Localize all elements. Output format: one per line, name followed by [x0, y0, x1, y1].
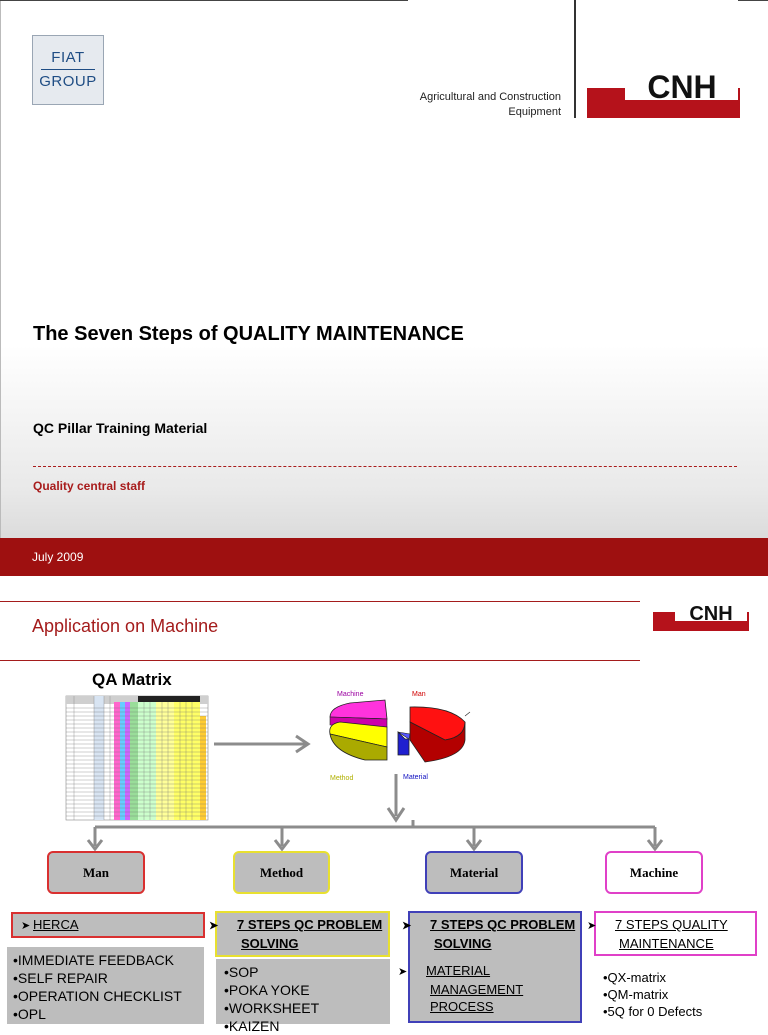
category-machine: Machine	[605, 851, 703, 894]
machine-item-list	[600, 967, 760, 1020]
method-header-box	[209, 911, 390, 957]
list-item: •SOP	[224, 964, 259, 980]
tagline-line-2: Equipment	[508, 106, 561, 118]
logo-divider	[41, 69, 95, 70]
staff-label: Quality central staff	[33, 479, 146, 493]
qa-matrix-thumbnail	[66, 696, 208, 820]
category-method: Method	[233, 851, 330, 894]
material-process-link[interactable]: MATERIAL MANAGEMENT PROCESS	[426, 963, 524, 1014]
logo-text-fiat: FIAT	[51, 49, 85, 66]
method-item-list	[216, 959, 390, 1034]
man-header-box	[11, 912, 205, 938]
list-item: •OPL	[13, 1006, 46, 1022]
list-item: •5Q for 0 Defects	[603, 1004, 703, 1019]
list-item: •WORKSHEET	[224, 1000, 320, 1016]
pie-label-man: Man	[412, 691, 426, 698]
method-header-link[interactable]: 7 STEPS QC PROBLEM SOLVING	[237, 917, 383, 951]
tagline-line-1: Agricultural and Construction	[419, 91, 561, 103]
footer-bar	[0, 538, 768, 576]
pie-label-method: Method	[330, 775, 354, 782]
header-divider	[574, 0, 576, 118]
application-slide	[0, 576, 768, 1034]
category-man: Man	[47, 851, 145, 894]
cnh-small-text: CNH	[689, 603, 733, 625]
machine-header-link[interactable]: 7 STEPS QUALITY MAINTENANCE	[615, 917, 728, 951]
pie-chart-3d	[325, 682, 475, 782]
pie-label-material: Material	[403, 774, 428, 781]
slide-border	[0, 0, 1, 538]
man-header-link[interactable]: HERCA	[33, 917, 79, 932]
slide2-title: Application on Machine	[32, 616, 219, 636]
material-header-box	[398, 911, 582, 1023]
title-rule-bottom	[0, 660, 640, 661]
slide-title: The Seven Steps of QUALITY MAINTENANCE	[33, 323, 464, 345]
top-rule-right	[738, 0, 768, 1]
footer-date: July 2009	[32, 550, 84, 564]
machine-header-box	[587, 911, 757, 956]
arrow-bullet-icon: ➤	[587, 920, 597, 932]
arrow-bullet-icon: ➤	[402, 920, 412, 932]
list-item: •SELF REPAIR	[13, 970, 108, 986]
arrow-bullet-icon: ➤	[209, 920, 219, 932]
arrow-bullet-icon: ➤	[398, 966, 408, 978]
logo-text-group: GROUP	[39, 73, 97, 90]
cnh-logo	[587, 60, 740, 118]
list-item: •QX-matrix	[603, 970, 667, 985]
arrow-bullet-icon: ➤	[21, 920, 31, 932]
category-material: Material	[425, 851, 523, 894]
list-item: •QM-matrix	[603, 987, 669, 1002]
material-header-link[interactable]: 7 STEPS QC PROBLEM SOLVING	[430, 917, 576, 951]
top-rule-left	[0, 0, 408, 1]
list-item: •KAIZEN	[224, 1018, 280, 1034]
fiat-group-logo	[32, 35, 104, 105]
cnh-logo-small	[653, 598, 749, 631]
qa-matrix-label: QA Matrix	[92, 670, 172, 689]
list-item: •OPERATION CHECKLIST	[13, 988, 182, 1004]
slide-subtitle: QC Pillar Training Material	[33, 420, 208, 436]
cnh-logo-text: CNH	[647, 69, 717, 105]
list-item: •POKA YOKE	[224, 982, 310, 998]
cnh-tagline	[420, 90, 561, 120]
pie-label-machine: Machine	[337, 691, 364, 698]
title-rule-top	[0, 601, 640, 602]
list-item: •IMMEDIATE FEEDBACK	[13, 952, 174, 968]
dashed-divider	[33, 466, 737, 467]
man-item-list	[7, 947, 204, 1024]
